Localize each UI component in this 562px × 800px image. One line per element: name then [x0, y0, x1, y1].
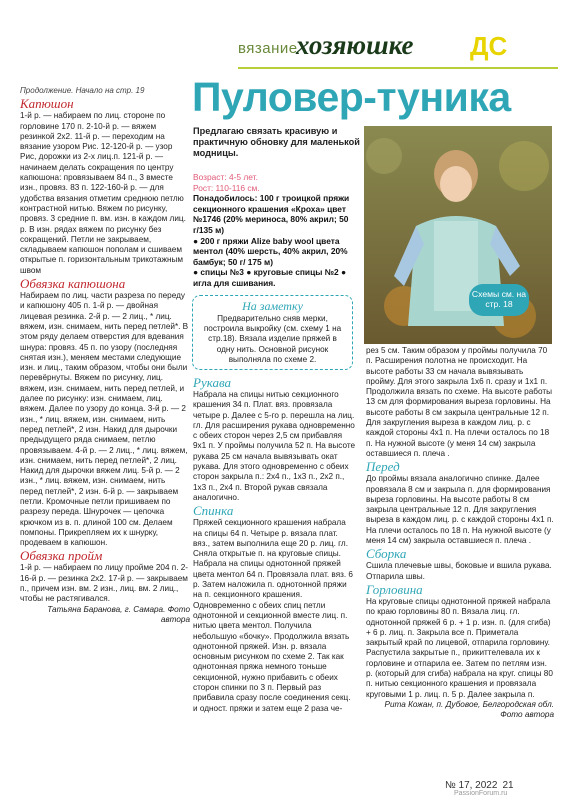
spec-height: Рост: 110-116 см.: [193, 182, 260, 193]
header-section: вязание: [238, 40, 298, 57]
section-front-title: Перед: [366, 459, 400, 475]
section-assembly-title: Сборка: [366, 546, 407, 562]
author-signature-left: Татьяна Баранова, г. Самара. Фото автора: [47, 604, 190, 624]
section-hood-edging-title: Обвязка капюшона: [20, 276, 126, 292]
spec-age: Возраст: 4-5 лет.: [193, 172, 258, 182]
section-sleeves-title: Рукава: [193, 375, 232, 390]
section-armhole-text: 1-й р. — набираем по лицу пройме 204 п. 2-16-й р. — резинка 2х2. 17-й р. — закрываем п., причем изн. вм. 2 изн., лиц. вм. 2 лиц., чтобы не растягивался.: [20, 563, 189, 604]
section-sleeves-text: Набрала на спицы нитью секционного крашения 34 п. Плат. вяз. провязала четыре р. Далее с 5-го р. перешла на лиц. гл. Для расширения рукава одновременно с обеих сторон через 2,5 см прибавляя 9х1 п. У проймы получила 52 п. На высоте рукава 25 см начала вывязывать окат рукава. Для этого одновременно с обеих сторон закрыла п.: 2х4 п., 1х3 п., 2х2 п., 1х3 п., 2х4 п. Второй рукав связала аналогично.: [193, 390, 356, 502]
materials-list: [193, 172, 361, 289]
section-neckline-title: Горловина: [366, 581, 423, 597]
author-signature-right: Рита Кожан, п. Дубовое, Белгородская обл. Фото автора: [384, 699, 554, 720]
issue-number: № 17, 2022: [445, 780, 498, 791]
section-hood-edging-text: Набираем по лиц. части разреза по переду и капюшону 405 п. 1-й р. — двойная лицевая резинка. 2-й р. — 2 лиц., * лиц. вяжем, изн. снимаем, нить перед петлей*. В этом ряду делаем отверстия для вдевания шнура: провяз. 45 п. по узору (последняя снятая изн.), меняем местами следующие изн. и лиц., таким образом, чтобы они были перевёрнуты. Вяжем по рисунку, лиц. вяжем, изн. снимаем, нить перед петлей, и далее по рисунку: изн. снимаем, лиц. вяжем. Далее по узору до конца. 3-й р. — 2 изн., * лиц. вяжем, изн. снимаем, нить перед петлей*, 2 изн. Накид для дырочки предыдущего ряда снимаем, петлю провязываем. 4-й р. — 2 лиц., * лиц. вяжем, изн. снимаем, нить перед петлей*, 2 лиц. Накид для дырочки вяжем лиц. 5-й р. — 2 изн., * лиц. вяжем, изн. снимаем, нить перед петлей*, 2 изн. 6-й р. — закрываем петли. Кромочные петли пришиваем по разрезу переда. Шнурочек — цепочка крючком из в. п. длиной 100 см. Делаем помпоны. Прикрепляем их к шнурку, продеваем в капюшон.: [20, 291, 189, 548]
header-logo: ДС: [470, 31, 508, 61]
header-divider: [238, 67, 558, 69]
section-hood-text: 1-й р. — набираем по лиц. стороне по горловине 170 п. 2-10-й р. — вяжем резинкой 2х2. 11-й р. — переходим на вязание узором Рис. 12-120-й р. — узор Рис, дорожки из 2-х лиц.п. 121-й р. — начинаем делать сокращения по центру капюшона: провязываем 84 п., 3 вместе изн., провяз. 83 п. 122-160-й р. — для удобства вязания отметим среднюю петлю контрастной нитью. Вяжем по рисунку, провяз. 3 средние п. вм. изн. в каждом лиц. р. В изн. рядах вяжем по рисунку без сокращений. Петли не закрываем, складываем капюшон пополам и сшиваем открытые п. горизонтальным трикотажным швом: [20, 111, 186, 275]
spec-yarn-1: Понадобилось: 100 г троицкой пряжи секционного крашения «Кроха» цвет №1746 (20% мериноса, 80% акрил; 50 г/135 м): [193, 193, 350, 235]
article-title: Пуловер-туника: [192, 74, 511, 120]
schemes-badge: Схемы см. на стр. 18: [469, 284, 529, 316]
magazine-header: [238, 30, 558, 66]
article-intro: Предлагаю связать красивую и практичную обновку для маленькой модницы.: [193, 126, 360, 158]
section-back-text: Пряжей секционного крашения набрала на спицы 64 п. Четыре р. вязала плат. вяз., затем выполнила еще 20 р. лиц. гл. Сняла открытые п. на круговые спицы. Набрала на спицы однотонной пряжей цвета ментол 64 п. Провязала плат. вяз. 6 р. Затем наложила п. однотонной пряжи на п. секционного крашения. Одновременно с обеих спиц петли однотонной и секционной вместе лиц. п. нитью цвета ментол. Получила небольшую «бочку». Продолжила вязать однотонной пряжей. Изн. р. вязала основным рисунком по схеме 2. Так как однотонная пряжа немного тоньше секционной, нужно прибавить с обеих сторон спинки по 3 п. Первый раз прибавила сразу после соединения секц. и одност. пряжи и затем еще 2 раза че-: [193, 518, 353, 713]
section-assembly-text: Сшила плечевые швы, боковые и вшила рукава. Отпарила швы.: [366, 561, 552, 581]
spec-yarn-2: ● 200 г пряжи Alize baby wool цвета ментол (40% шерсть, 40% акрил, 20% бамбук; 50 г/ 175 м): [193, 235, 348, 267]
left-column: [20, 86, 190, 625]
note-title: На заметку: [242, 299, 303, 313]
note-text: Предварительно сняв мерки, построила выкройку (см. схему 1 на стр.18). Вязала изделие пряжей в одну нить. Основной рисунок выполняла по схеме 2.: [203, 314, 342, 364]
spec-needles: ● спицы №3 ● круговые спицы №2 ● игла для сшивания.: [193, 267, 347, 288]
section-hood-title: Капюшон: [20, 96, 74, 112]
section-back-title: Спинка: [193, 503, 234, 519]
section-armhole-title: Обвязка пройм: [20, 548, 103, 564]
note-box: [192, 295, 353, 370]
page-number: 21: [502, 780, 514, 791]
watermark-url: PassionForum.ru: [454, 790, 508, 797]
continuation-note: Продолжение. Начало на стр. 19: [20, 86, 145, 95]
section-back-continued: рез 5 см. Таким образом у проймы получила 70 п. Расширения полотна не происходит. На высоте работы 33 см начала вывязывать пройму. Для этого закрыла 1х6 п. сразу и 1х1 п. Продолжила вязать по схеме. На высоте работы 13 см для формирования выреза горловины. На высоте работы 8 см закрыла центральные 12 п. Для закругления выреза в каждом лиц. р. с каждой стороны 4х1 п. На плечи осталось по 18 п. На нужной высоте (у меня 14 см) закрыла оставшиеся п. плеча .: [366, 346, 552, 458]
section-neckline-text: На круговые спицы однотонной пряжей набрала по краю горловины 80 п. Вязала лиц. гл. однотонной пряжей 6 р. + 1 р. изн. п. (для сгиба) + 6 р. лиц. п. Закрыла все п. Приметала закрытый край по лицевой, отпарила горловину. Распустила закрытые п., прикиттелевала их к горловине и отпарила ее. Затем по петлям изн. р. (который для сгиба) набрала на круг. спицы 80 п. нитью секционного крашения и провязала круговыми 1 р. лиц. п. 5 р. Далее закрыла п.: [366, 596, 553, 699]
section-front-text: До проймы вязала аналогично спинке. Далее провязала 8 см и закрыла п. для формирования выреза горловины. На высоте работы 8 см закрыла центральные 12 п. Для закругления выреза в каждом лиц. р. с каждой стороны 4х1 п. На плечи осталось по 18 п. На нужной высоте (у меня 14 см) закрыла оставшиеся п. плеча .: [366, 474, 554, 546]
middle-column: [193, 375, 356, 714]
right-column: [366, 346, 554, 721]
header-magazine-name: хозяюшке: [296, 30, 414, 60]
